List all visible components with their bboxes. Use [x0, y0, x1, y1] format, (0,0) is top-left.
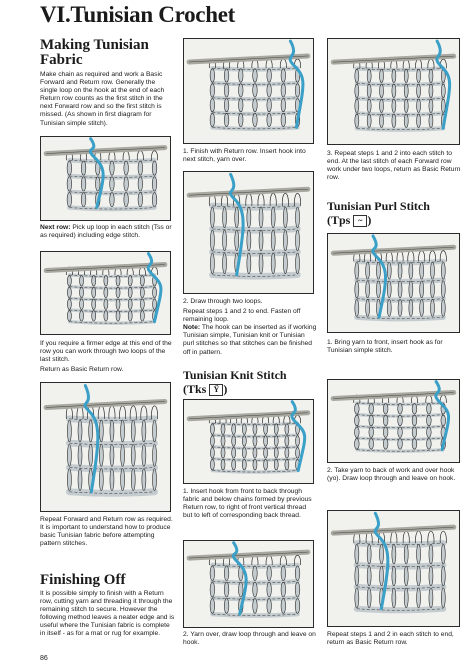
purl-symbol-icon: ~: [353, 215, 367, 227]
note-text: [183, 324, 317, 356]
tunisian-knit-stitch-heading: [183, 369, 317, 382]
next-row-label: Next row:: [40, 224, 71, 231]
knit-abbr: (Tks: [183, 382, 207, 396]
purl-step-3: Repeat steps 1 and 2 in each stitch to end, return as Basic Return row.: [327, 631, 454, 647]
swatch-drawing: [328, 380, 459, 462]
page-title: VI.Tunisian Crochet: [40, 2, 235, 27]
illustration-next-row: [40, 136, 171, 221]
knit-step-1: 1. Insert hook from front to back through fabric and below chains formed by previous Return row, to right of front vertical thread but to left of corresponding back thread.: [183, 488, 312, 520]
finish-step-1: 1. Finish with Return row. Insert hook into next stitch, yarn over.: [183, 148, 306, 164]
knit-close: ): [223, 382, 228, 396]
swatch-drawing: [184, 172, 313, 293]
note-label: Note:: [183, 324, 201, 332]
illustration-knit-step-2: [183, 540, 314, 628]
swatch-drawing: [41, 252, 170, 334]
swatch-drawing: [328, 511, 459, 626]
finish-step-2: 2. Draw through two loops.: [183, 298, 263, 305]
knit-abbreviation: [183, 383, 317, 396]
illustration-purl-step-3: [327, 510, 460, 627]
page-number: 86: [40, 655, 48, 662]
illustration-return-row: [40, 382, 171, 512]
knit-step-2: 2. Yarn over, draw loop through and leave on hook.: [183, 631, 316, 647]
note-body: The hook can be inserted as if working Tunisian simple, Tunisian knit or Tunisian purl stitches so that stitches can be finished off in pattern.: [183, 324, 317, 356]
illustration-purl-step-2: [327, 379, 460, 463]
making-fabric-text: Make chain as required and work a Basic Forward and Return row. Generally the single loop on the hook at the end of each Return row counts as the first stitch in the next Forward row and so the first stitch is missed. (As shown in first diagram for Tunisian simple stitch).: [40, 71, 165, 127]
tunisian-purl-stitch-heading: [327, 200, 462, 213]
illustration-finish-step-2: [183, 171, 314, 294]
swatch-drawing: [184, 541, 313, 627]
finishing-off-text: It is possible simply to finish with a Return row, cutting yarn and threading it through the remaining stitch to secure. However the following method leaves a neater edge and is useful where the Tunisian fabric is complete in itself - as for a mat or rug for example.: [40, 590, 175, 638]
purl-step-2: 2. Take yarn to back of work and over hook (yo). Draw loop through and leave on hook.: [327, 467, 456, 483]
purl-abbreviation: [327, 214, 462, 227]
swatch-drawing: [184, 39, 313, 143]
purl-step-1: 1. Bring yarn to front, insert hook as for Tunisian simple stitch.: [327, 339, 443, 355]
repeat-forward-text: Repeat Forward and Return row as required. It is important to understand how to produce basic Tunisian fabric before attempting pattern stitches.: [40, 516, 173, 548]
making-tunisian-fabric-heading: Making Tunisian Fabric: [40, 37, 149, 68]
return-text: Return as Basic Return row.: [40, 366, 124, 374]
next-row-body: Pick up loop in each stitch (Tss or as required) including edge stitch.: [40, 224, 172, 240]
purl-heading-text: Tunisian Purl Stitch: [327, 199, 430, 213]
illustration-purl-step-1: [327, 233, 460, 333]
illustration-knit-step-1: [183, 399, 314, 484]
finish-step-3: 3. Repeat steps 1 and 2 into each stitch to end. At the last stitch of each Forward row work under two loops, return as Basic Return row.: [327, 150, 461, 182]
illustration-finish-step-3: [327, 38, 460, 145]
swatch-drawing: [184, 400, 313, 483]
knit-heading-text: Tunisian Knit Stitch: [183, 368, 287, 382]
finish-step-2-repeat: Repeat steps 1 and 2 to end. Fasten off remaining loop.: [183, 308, 301, 324]
finishing-off-heading: Finishing Off: [40, 572, 126, 588]
purl-close: ): [367, 213, 372, 227]
swatch-drawing: [41, 137, 170, 220]
knit-symbol-icon: Ϋ: [209, 384, 223, 396]
swatch-drawing: [328, 234, 459, 332]
purl-abbr: (Tps: [327, 213, 351, 227]
swatch-drawing: [328, 39, 459, 144]
illustration-finish-step-1: [183, 38, 314, 144]
next-row-text: [40, 224, 173, 240]
illustration-firmer-edge: [40, 251, 171, 335]
swatch-drawing: [41, 383, 170, 511]
firmer-edge-text: If you require a firmer edge at this end of the row you can work through two loops of the last stitch.: [40, 340, 172, 364]
